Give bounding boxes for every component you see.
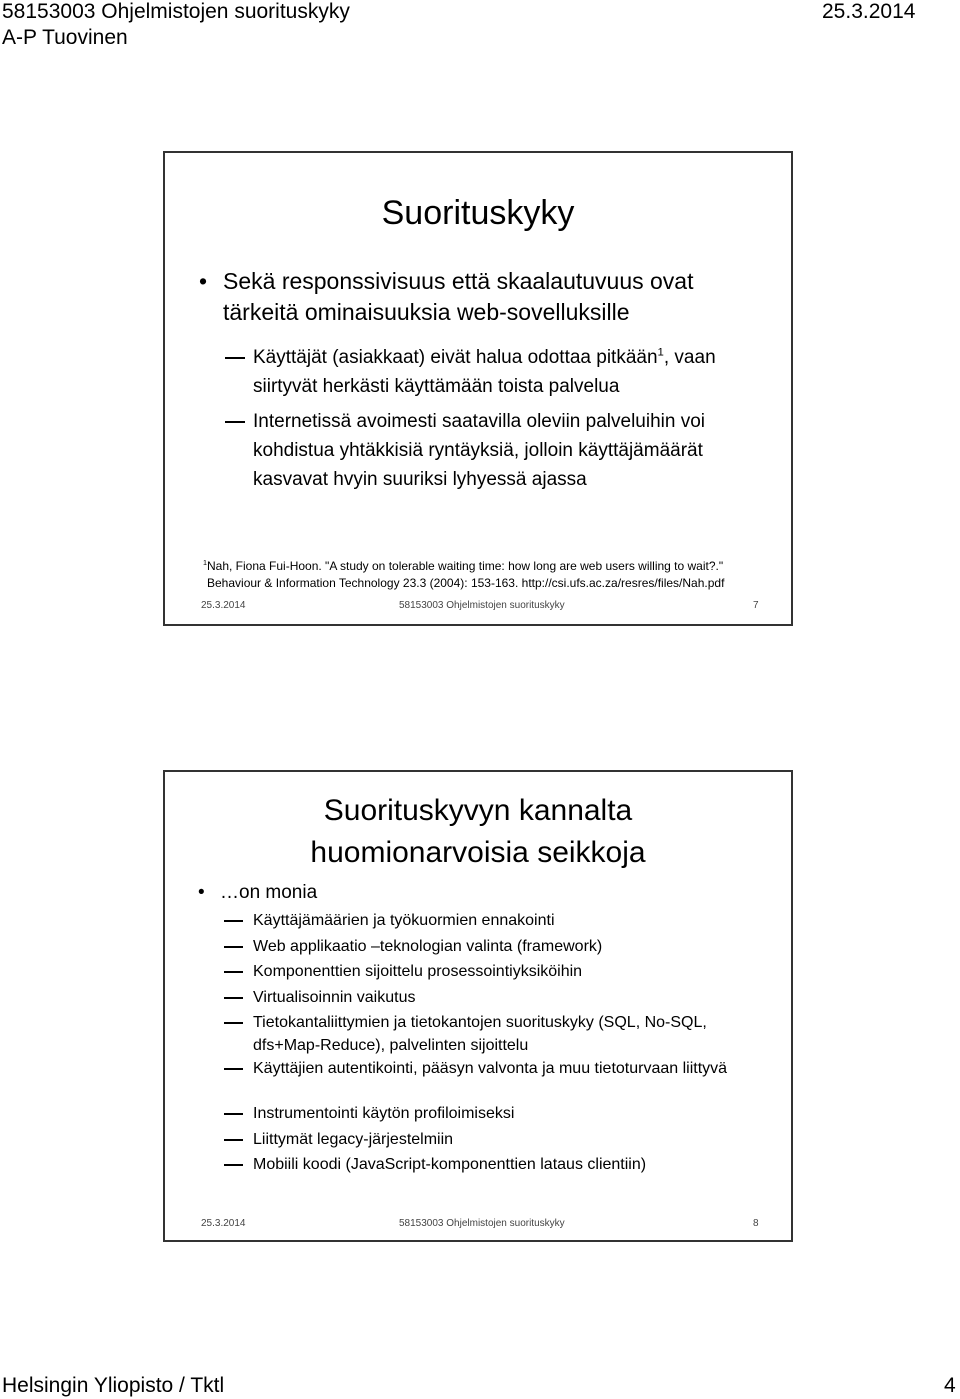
slide-7 bbox=[163, 151, 793, 626]
list-item: Liittymät legacy-järjestelmiin bbox=[253, 1128, 753, 1151]
bullet-item: • Sekä responssivisuus että skaalautuvuus ovat tärkeitä ominaisuuksia web-sovelluksille bbox=[199, 268, 694, 325]
dash-marker bbox=[224, 971, 243, 973]
slide-number: 8 bbox=[753, 1218, 759, 1229]
dash-marker bbox=[225, 357, 245, 359]
header-author: A-P Tuovinen bbox=[2, 26, 128, 49]
list-item: Komponenttien sijoittelu prosessointiyksiköihin bbox=[253, 960, 753, 983]
dash-marker bbox=[224, 997, 243, 999]
slide-8 bbox=[163, 770, 793, 1242]
footer-org: Helsingin Yliopisto / Tktl bbox=[2, 1374, 225, 1397]
slide-footer-date: 25.3.2014 bbox=[201, 600, 246, 611]
header-date: 25.3.2014 bbox=[822, 0, 916, 23]
citation: $^1$Nah, Fiona Fui-Hoon. "A study on tolerable waiting time: how long are web users willing to wait?." Behaviour & Information Technology 23.3 (2004): 153-163. http://csi.ufs.ac.za/resres/files/Nah.pdf bbox=[203, 558, 725, 590]
dash-marker bbox=[224, 1022, 243, 1024]
list-item: Virtualisoinnin vaikutus bbox=[253, 986, 753, 1009]
bullet-dot: • bbox=[199, 268, 208, 294]
bullet-item: • …on monia bbox=[198, 882, 318, 903]
dash-marker bbox=[225, 421, 245, 423]
list-item: Käyttäjien autentikointi, pääsyn valvonta ja muu tietoturvaan liittyvä bbox=[253, 1057, 753, 1080]
list-item: Web applikaatio –teknologian valinta (framework) bbox=[253, 935, 753, 958]
dash-marker bbox=[224, 1139, 243, 1141]
dash-marker bbox=[224, 1068, 243, 1070]
slide-title: Suorituskyvyn kannalta huomionarvoisia seikkoja bbox=[310, 794, 646, 869]
list-item: Instrumentointi käytön profiloimiseksi bbox=[253, 1102, 753, 1125]
dash-marker bbox=[224, 1113, 243, 1115]
bullet-dot: • bbox=[198, 882, 205, 903]
sub-item: Käyttäjät (asiakkaat) eivät halua odottaa pitkään$^1$, vaan siirtyvät herkästi käyttämään toista palvelua bbox=[253, 343, 773, 401]
slide-number: 7 bbox=[753, 600, 759, 611]
sub-item: Internetissä avoimesti saatavilla oleviin palveluihin voi kohdistua yhtäkkisiä ryntäyksiä, jolloin käyttäjämäärät kasvavat hvyin suuriksi lyhyessä ajassa bbox=[253, 407, 773, 494]
dash-marker bbox=[224, 1164, 243, 1166]
list-item: Tietokantaliittymien ja tietokantojen suorituskyky (SQL, No-SQL, dfs+Map-Reduce), palvelinten sijoittelu bbox=[253, 1011, 753, 1057]
slide-footer-date: 25.3.2014 bbox=[201, 1218, 246, 1229]
slide-footer-course: 58153003 Ohjelmistojen suorituskyky bbox=[399, 1218, 565, 1229]
slide-title: Suorituskyky bbox=[381, 194, 575, 232]
list-item: Käyttäjämäärien ja työkuormien ennakointi bbox=[253, 909, 753, 932]
dash-marker bbox=[224, 920, 243, 922]
footer-page-number: 4 bbox=[944, 1374, 956, 1397]
dash-marker bbox=[224, 946, 243, 948]
header-course: 58153003 Ohjelmistojen suorituskyky bbox=[2, 0, 350, 23]
slide-footer-course: 58153003 Ohjelmistojen suorituskyky bbox=[399, 600, 565, 611]
list-item: Mobiili koodi (JavaScript-komponenttien lataus clientiin) bbox=[253, 1153, 753, 1176]
